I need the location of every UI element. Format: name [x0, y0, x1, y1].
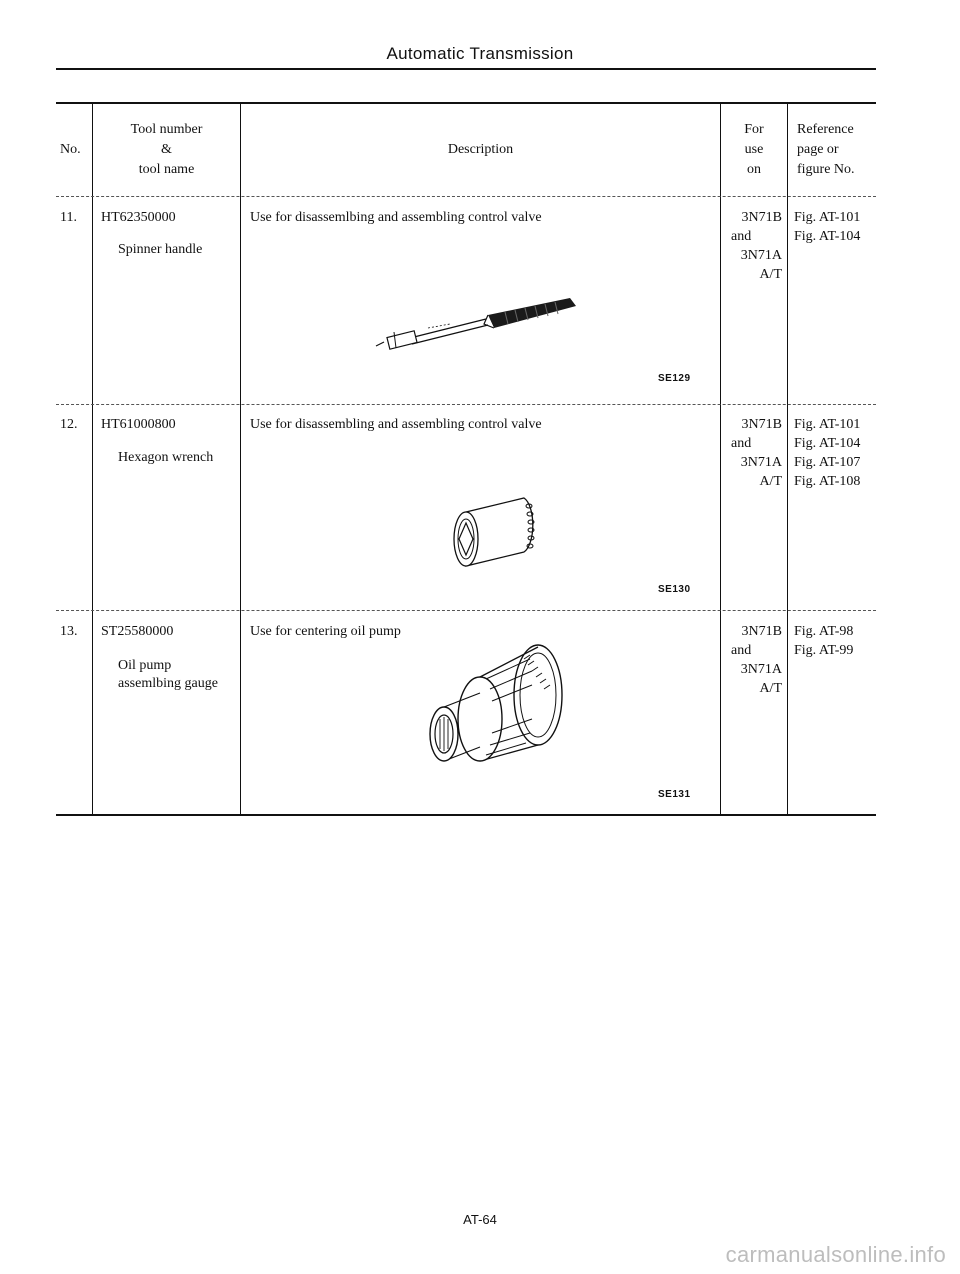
spinner-handle-icon	[370, 280, 610, 360]
use-on-line-1: 3N71B	[741, 210, 782, 225]
table-top-rule	[56, 102, 876, 104]
tool-description: Use for disassemlbing and assembling control valve	[250, 210, 542, 225]
header-reference-line-2: page or	[797, 142, 839, 157]
row-number: 12.	[60, 417, 78, 432]
use-on-line-2: and	[731, 229, 752, 244]
tool-name: assemlbing gauge	[118, 676, 218, 691]
use-on-line-3: 3N71A	[740, 662, 782, 677]
use-on-line-4: A/T	[759, 474, 782, 489]
page-header-title: Automatic Transmission	[386, 44, 574, 63]
figure-code: SE129	[658, 373, 691, 384]
use-on-line-3: 3N71A	[740, 455, 782, 470]
tool-name: Hexagon wrench	[118, 450, 214, 465]
use-on-line-1: 3N71B	[741, 417, 782, 432]
row-divider	[56, 196, 876, 197]
tool-description: Use for disassembling and assembling control valve	[250, 417, 542, 432]
header-tool-line-2: &	[161, 142, 172, 157]
reference-figure: Fig. AT-104	[794, 229, 861, 244]
header-for-use-on-line-1: For	[744, 122, 764, 137]
tool-name: Spinner handle	[118, 242, 203, 257]
tool-description: Use for centering oil pump	[250, 624, 401, 639]
reference-figure: Fig. AT-108	[794, 474, 861, 489]
tool-number: HT61000800	[101, 417, 176, 432]
row-divider	[56, 610, 876, 611]
use-on-line-1: 3N71B	[741, 624, 782, 639]
watermark-text: carmanualsonline.info	[725, 1242, 946, 1267]
use-on-line-4: A/T	[759, 681, 782, 696]
header-no: No.	[60, 142, 81, 157]
reference-figure: Fig. AT-99	[794, 643, 854, 658]
reference-figure: Fig. AT-101	[794, 417, 861, 432]
row-number: 13.	[60, 624, 78, 639]
use-on-line-3: 3N71A	[740, 248, 782, 263]
reference-figure: Fig. AT-98	[794, 624, 854, 639]
column-divider	[787, 103, 788, 815]
reference-figure: Fig. AT-104	[794, 436, 861, 451]
header-reference-line-1: Reference	[797, 122, 854, 137]
header-tool-line-3: tool name	[138, 162, 195, 177]
figure-code: SE130	[658, 584, 691, 595]
header-tool-line-1: Tool number	[130, 122, 203, 137]
header-rule	[56, 68, 876, 70]
row-divider	[56, 404, 876, 405]
header-reference-line-3: figure No.	[797, 162, 855, 177]
tool-number: HT62350000	[101, 210, 176, 225]
tool-number: ST25580000	[101, 624, 174, 639]
column-divider	[92, 103, 93, 815]
use-on-line-4: A/T	[759, 267, 782, 282]
header-for-use-on-line-3: on	[747, 162, 761, 177]
figure-code: SE131	[658, 789, 691, 800]
column-divider	[240, 103, 241, 815]
header-description: Description	[447, 142, 514, 157]
row-number: 11.	[60, 210, 77, 225]
table-bottom-rule	[56, 814, 876, 816]
header-for-use-on-line-2: use	[744, 142, 764, 157]
page-number: AT-64	[463, 1212, 497, 1227]
tool-name: Oil pump	[118, 658, 172, 673]
use-on-line-2: and	[731, 643, 752, 658]
hexagon-wrench-icon	[446, 490, 546, 570]
oil-pump-gauge-icon	[420, 645, 570, 775]
use-on-line-2: and	[731, 436, 752, 451]
reference-figure: Fig. AT-101	[794, 210, 861, 225]
reference-figure: Fig. AT-107	[794, 455, 861, 470]
